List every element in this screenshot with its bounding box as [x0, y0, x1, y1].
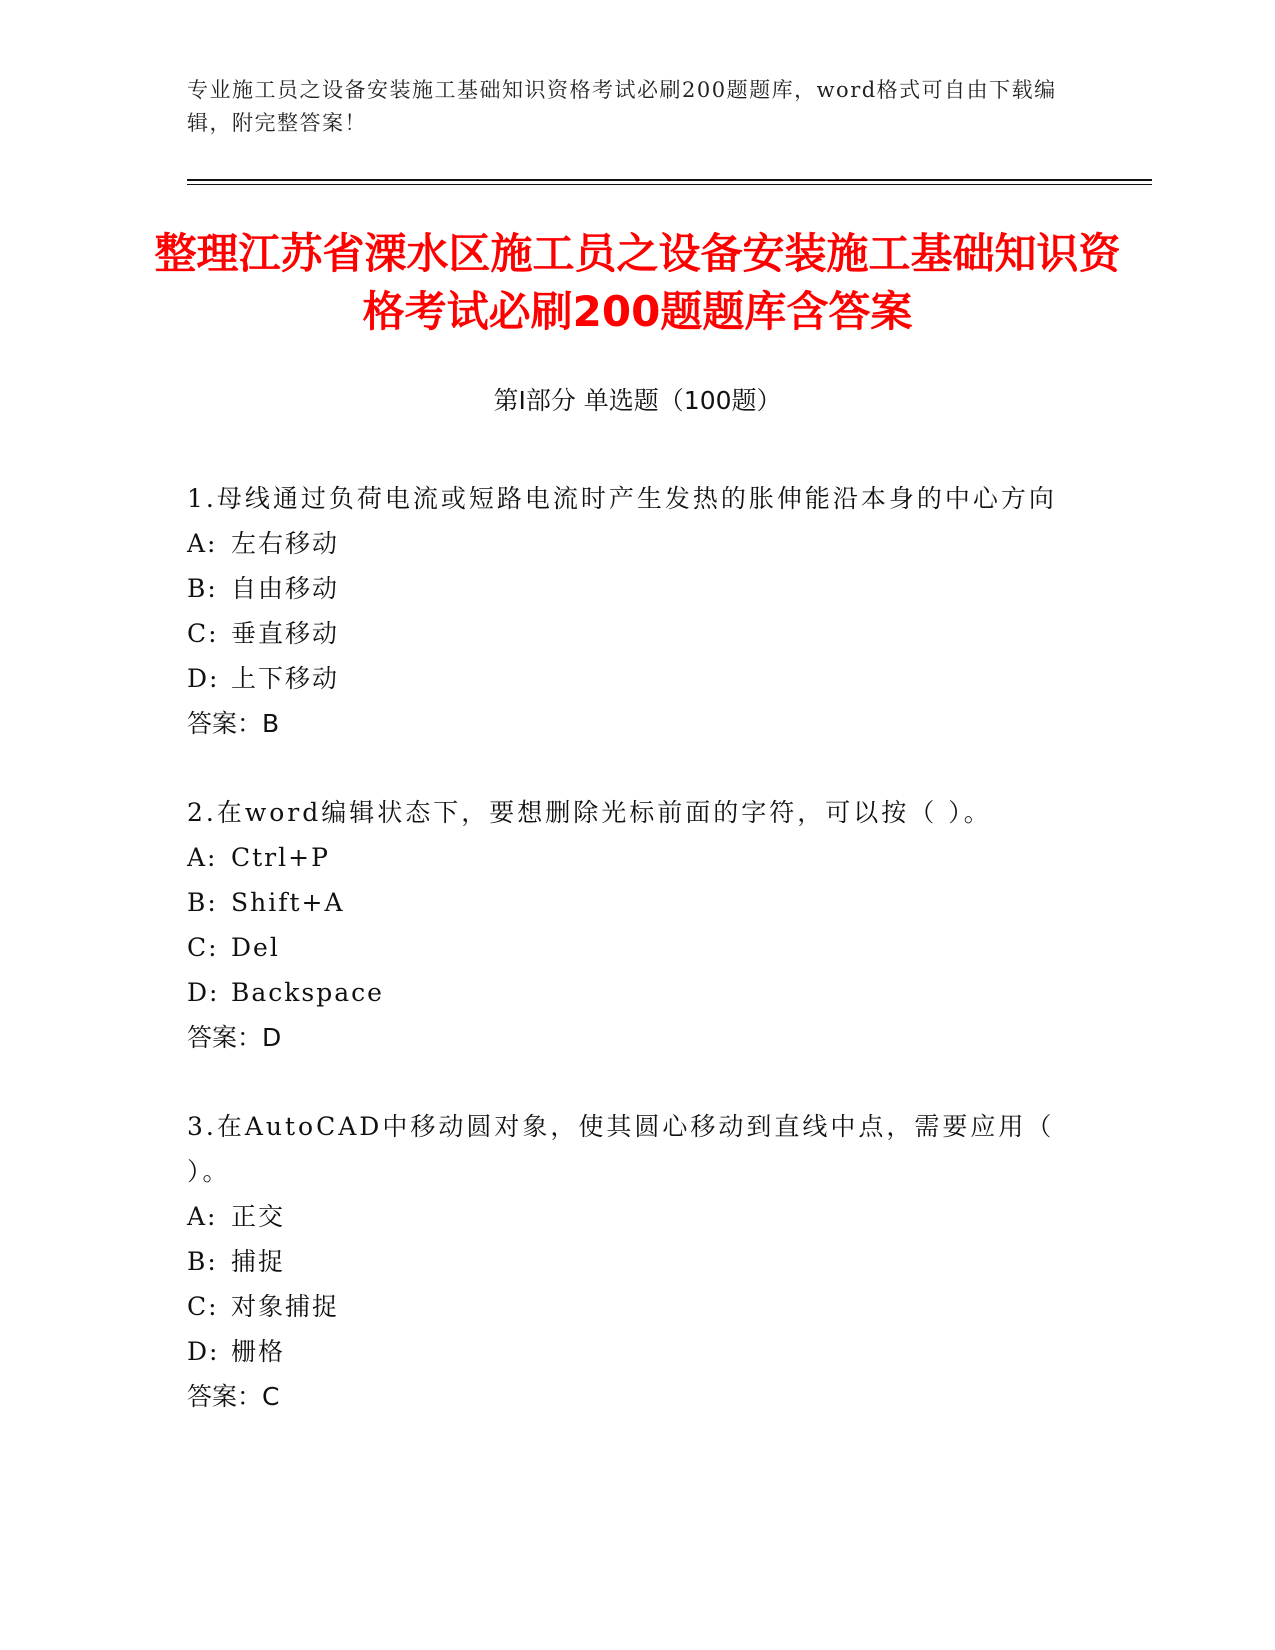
option-d — [187, 656, 1067, 701]
option-b — [187, 566, 1067, 611]
option-text: Backspace — [231, 978, 384, 1007]
option-text: 栅格 — [231, 1337, 286, 1366]
header-note: 专业施工员之设备安装施工基础知识资格考试必刷200题题库，word格式可自由下载编辑，附完整答案！ — [187, 78, 1057, 135]
header-divider-thin — [187, 184, 1152, 185]
option-text: 对象捕捉 — [231, 1292, 340, 1321]
option-letter: B: — [187, 574, 218, 603]
option-letter: B: — [187, 1247, 218, 1276]
option-letter: D: — [187, 1337, 220, 1366]
option-text: 左右移动 — [231, 529, 340, 558]
option-c — [187, 1284, 1067, 1329]
option-letter: C: — [187, 933, 219, 962]
option-text: Del — [231, 933, 280, 962]
option-letter: A: — [187, 843, 218, 872]
option-text: Ctrl+P — [231, 843, 330, 872]
answer-line: 答案：C — [187, 1382, 280, 1411]
option-letter: B: — [187, 888, 218, 917]
option-letter: A: — [187, 1202, 218, 1231]
option-d — [187, 970, 1067, 1015]
answer-line: 答案：B — [187, 709, 280, 738]
question-1 — [187, 476, 1067, 746]
option-text: 自由移动 — [231, 574, 340, 603]
question-stem: 3.在AutoCAD中移动圆对象，使其圆心移动到直线中点，需要应用（ ）。 — [187, 1112, 1055, 1186]
question-2 — [187, 790, 1067, 1060]
header-divider-thick — [187, 179, 1152, 181]
question-stem: 2.在word编辑状态下，要想删除光标前面的字符，可以按（ ）。 — [187, 798, 992, 827]
question-list — [187, 476, 1067, 1463]
question-3 — [187, 1104, 1067, 1419]
option-c — [187, 611, 1067, 656]
option-a — [187, 521, 1067, 566]
option-a — [187, 835, 1067, 880]
answer-line: 答案：D — [187, 1023, 282, 1052]
option-letter: A: — [187, 529, 218, 558]
option-text: 正交 — [231, 1202, 286, 1231]
option-b — [187, 880, 1067, 925]
option-letter: D: — [187, 664, 220, 693]
option-text: 上下移动 — [231, 664, 340, 693]
option-text: 捕捉 — [231, 1247, 286, 1276]
option-letter: C: — [187, 619, 219, 648]
option-b — [187, 1239, 1067, 1284]
option-text: Shift+A — [231, 888, 345, 917]
question-stem: 1.母线通过负荷电流或短路电流时产生发热的胀伸能沿本身的中心方向 — [187, 484, 1057, 513]
option-letter: D: — [187, 978, 220, 1007]
option-a — [187, 1194, 1067, 1239]
option-letter: C: — [187, 1292, 219, 1321]
option-text: 垂直移动 — [231, 619, 340, 648]
document-title: 整理江苏省溧水区施工员之设备安装施工基础知识资格考试必刷200题题库含答案 — [154, 229, 1121, 336]
section-heading: 第Ⅰ部分 单选题（100题） — [493, 386, 782, 415]
option-d — [187, 1329, 1067, 1374]
option-c — [187, 925, 1067, 970]
